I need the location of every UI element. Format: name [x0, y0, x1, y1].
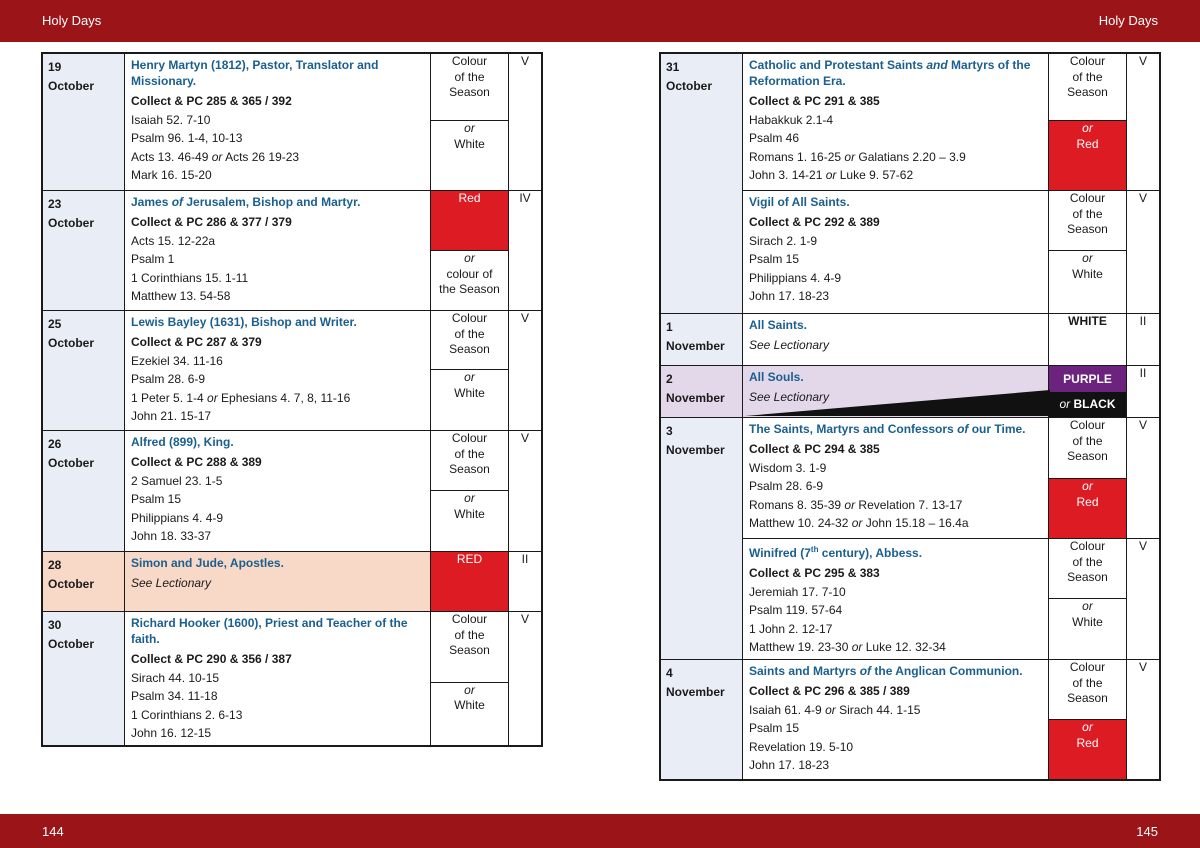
colour-label: Colour	[451, 54, 488, 68]
date-cell	[43, 552, 125, 612]
observance-title: Richard Hooker (1600), Priest and Teacher of the faith.	[131, 616, 408, 646]
collect-line: Collect & PC 295 & 383	[749, 566, 880, 580]
observance-title: Alfred (899), King.	[131, 435, 234, 449]
month-name: November	[666, 391, 725, 405]
colour-of-season-cell	[1049, 539, 1127, 599]
date-cell	[43, 612, 125, 746]
colour-label: Colour	[451, 311, 488, 325]
reading: Romans 1. 16-25 or Galatians 2.20 – 3.9	[749, 149, 966, 164]
colour-label: Season	[449, 643, 490, 657]
purple-label: PURPLE	[1049, 366, 1126, 392]
month-name: October	[48, 456, 95, 470]
or-label: or	[464, 370, 475, 384]
or-label: or	[464, 682, 475, 697]
alt-colour-cell	[431, 370, 509, 431]
collect-line: Collect & PC 290 & 356 / 387	[131, 652, 292, 666]
colour-label: of the	[1072, 433, 1103, 448]
observance-details	[743, 314, 1049, 366]
colour-label: Colour	[1069, 660, 1106, 674]
red-colour-cell: Red	[431, 191, 509, 251]
observance-title: Vigil of All Saints.	[749, 195, 850, 209]
colour-label: Season	[449, 85, 490, 99]
table-row	[43, 311, 542, 370]
month-name: November	[666, 339, 725, 353]
colour-label: Season	[1067, 85, 1108, 99]
date-cell	[661, 54, 743, 314]
observance-details	[743, 191, 1049, 314]
black-label: or BLACK	[1049, 392, 1126, 417]
header-left: Holy Days	[42, 13, 102, 28]
observance-details	[743, 54, 1049, 191]
or-label: or	[464, 251, 475, 265]
or-label: or	[1082, 599, 1093, 613]
day-number: 1	[666, 320, 673, 334]
class-cell: V	[509, 311, 542, 431]
observance-title: Winifred (7th century), Abbess.	[749, 545, 923, 560]
reading: Matthew 19. 23-30 or Luke 12. 32-34	[749, 640, 946, 655]
reading: John 17. 18-23	[749, 289, 830, 304]
collect-line: Collect & PC 296 & 385 / 389	[749, 684, 910, 698]
colour-label: of the	[454, 326, 485, 341]
date-cell	[661, 314, 743, 366]
reading: Psalm 28. 6-9	[131, 372, 206, 387]
alt-red-colour-cell	[1049, 479, 1127, 539]
collect-line: Collect & PC 285 & 365 / 392	[131, 94, 292, 108]
colour-of-season-cell	[1049, 54, 1127, 121]
see-lectionary-note: See Lectionary	[749, 390, 830, 404]
colour-label: White	[1072, 266, 1103, 281]
collect-line: Collect & PC 288 & 389	[131, 455, 262, 469]
observance-title: Catholic and Protestant Saints and Martyrs of the Reformation Era.	[749, 58, 1031, 88]
observance-title: Simon and Jude, Apostles.	[131, 556, 284, 570]
collect-line: Collect & PC 294 & 385	[749, 442, 880, 456]
observance-details	[743, 539, 1049, 660]
colour-label: Red	[1076, 735, 1099, 750]
colour-label: Season	[1067, 449, 1108, 463]
table-row	[43, 191, 542, 251]
table-row	[661, 314, 1160, 366]
day-number: 4	[666, 666, 673, 680]
alt-colour-cell	[431, 121, 509, 191]
black-wedge-decoration	[745, 390, 1050, 416]
reading: Philippians 4. 4-9	[749, 270, 842, 285]
colour-label: of the	[1072, 554, 1103, 569]
table-row	[43, 431, 542, 491]
day-number: 2	[666, 372, 673, 386]
reading: Sirach 2. 1-9	[749, 233, 818, 248]
reading: Mark 16. 15-20	[131, 168, 212, 183]
observance-title: All Souls.	[749, 370, 804, 384]
colour-label: White	[454, 136, 485, 151]
class-cell: V	[509, 431, 542, 552]
table-row	[661, 418, 1160, 479]
day-number: 30	[48, 618, 62, 632]
reading: Revelation 19. 5-10	[749, 739, 854, 754]
date-cell	[43, 431, 125, 552]
collect-line: Collect & PC 287 & 379	[131, 335, 262, 349]
collect-line: Collect & PC 291 & 385	[749, 94, 880, 108]
month-name: October	[48, 577, 95, 591]
colour-label: Colour	[1069, 418, 1106, 432]
colour-label: Red	[1076, 494, 1099, 509]
reading: Acts 15. 12-22a	[131, 233, 216, 248]
or-label: or	[1082, 720, 1093, 734]
colour-label: Season	[449, 462, 490, 476]
colour-of-season-cell	[431, 612, 509, 683]
colour-label: Colour	[451, 612, 488, 626]
red-colour-cell: RED	[431, 552, 509, 612]
colour-label: of the	[1072, 206, 1103, 221]
date-cell	[43, 191, 125, 311]
reading: Matthew 10. 24-32 or John 15.18 – 16.4a	[749, 516, 969, 531]
header-right: Holy Days	[1098, 13, 1158, 28]
colour-label: of the	[454, 69, 485, 84]
date-cell	[43, 311, 125, 431]
month-name: October	[48, 336, 95, 350]
class-cell: II	[1127, 366, 1160, 418]
reading: Sirach 44. 10-15	[131, 670, 220, 685]
reading: Psalm 96. 1-4, 10-13	[131, 131, 243, 146]
month-name: October	[48, 637, 95, 651]
observance-title: Henry Martyn (1812), Pastor, Translator and Missionary.	[131, 58, 379, 88]
reading: John 18. 33-37	[131, 529, 212, 544]
colour-of-season-cell	[431, 54, 509, 121]
or-label: or	[1082, 121, 1093, 135]
reading: Psalm 15	[749, 721, 800, 736]
or-label: or	[464, 491, 475, 505]
day-number: 31	[666, 60, 680, 74]
colour-label: of the	[454, 627, 485, 642]
alt-colour-cell	[1049, 251, 1127, 314]
colour-of-season-cell	[431, 311, 509, 370]
header-band	[0, 0, 1200, 42]
observance-details	[125, 552, 431, 612]
observance-details	[125, 612, 431, 746]
colour-label: colour of	[446, 266, 493, 281]
reading: Isaiah 52. 7-10	[131, 112, 211, 127]
page-number-left: 144	[42, 824, 64, 839]
class-cell: IV	[509, 191, 542, 311]
reading: Psalm 28. 6-9	[749, 479, 824, 494]
class-cell: II	[1127, 314, 1160, 366]
class-cell: V	[1127, 54, 1160, 191]
colour-label: of the	[1072, 69, 1103, 84]
footer-band	[0, 814, 1200, 848]
reading: Ezekiel 34. 11-16	[131, 353, 223, 368]
colour-label: the Season	[439, 282, 500, 296]
reading: Philippians 4. 4-9	[131, 510, 224, 525]
reading: Matthew 13. 54-58	[131, 289, 231, 304]
colour-label: White	[454, 506, 485, 521]
month-name: October	[666, 79, 713, 93]
colour-label: Colour	[1069, 191, 1106, 205]
reading: 1 John 2. 12-17	[749, 621, 833, 636]
colour-label: Colour	[1069, 54, 1106, 68]
alt-colour-cell	[1049, 599, 1127, 660]
reading: Isaiah 61. 4-9 or Sirach 44. 1-15	[749, 702, 921, 717]
table-row	[43, 612, 542, 683]
colour-label: Colour	[451, 431, 488, 445]
reading: Romans 8. 35-39 or Revelation 7. 13-17	[749, 497, 963, 512]
reading: Psalm 119. 57-64	[749, 603, 843, 618]
date-cell	[661, 660, 743, 780]
colour-label: Red	[1076, 136, 1099, 151]
reading: John 17. 18-23	[749, 758, 830, 773]
alt-red-colour-cell	[1049, 720, 1127, 780]
day-number: 26	[48, 437, 62, 451]
date-cell	[661, 366, 743, 418]
reading: 1 Corinthians 2. 6-13	[131, 707, 243, 722]
white-colour-cell: WHITE	[1049, 314, 1127, 366]
reading: Psalm 34. 11-18	[131, 689, 218, 704]
reading: Psalm 1	[131, 252, 175, 267]
or-label: or	[464, 121, 475, 135]
colour-label: of the	[1072, 675, 1103, 690]
reading: 2 Samuel 23. 1-5	[131, 473, 223, 488]
class-cell: V	[1127, 418, 1160, 539]
see-lectionary-note: See Lectionary	[749, 338, 830, 352]
month-name: November	[666, 685, 725, 699]
class-cell: V	[1127, 660, 1160, 780]
purple-black-colour-cell	[1049, 366, 1127, 418]
or-label: or	[1082, 479, 1093, 493]
colour-label: White	[454, 698, 485, 713]
page-number-right: 145	[1136, 824, 1158, 839]
day-number: 25	[48, 317, 62, 331]
month-name: October	[48, 216, 95, 230]
day-number: 3	[666, 424, 673, 438]
colour-label: Season	[1067, 570, 1108, 584]
colour-label: Colour	[1069, 539, 1106, 553]
reading: 1 Peter 5. 1-4 or Ephesians 4. 7, 8, 11-16	[131, 390, 351, 405]
observance-details	[125, 311, 431, 431]
reading: Acts 13. 46-49 or Acts 26 19-23	[131, 149, 300, 164]
right-lectionary-table	[660, 53, 1160, 780]
reading: Habakkuk 2.1-4	[749, 112, 834, 127]
table-row	[43, 54, 542, 121]
date-cell	[661, 418, 743, 660]
class-cell: V	[509, 612, 542, 746]
day-number: 23	[48, 197, 62, 211]
class-cell: II	[509, 552, 542, 612]
colour-label: White	[1072, 614, 1103, 629]
reading: John 16. 12-15	[131, 726, 212, 741]
colour-of-season-cell	[1049, 418, 1127, 479]
class-cell: V	[1127, 191, 1160, 314]
colour-label: of the	[454, 446, 485, 461]
or-label: or	[1082, 251, 1093, 265]
see-lectionary-note: See Lectionary	[131, 576, 212, 590]
colour-of-season-cell	[431, 431, 509, 491]
reading: John 3. 14-21 or Luke 9. 57-62	[749, 168, 914, 183]
alt-colour-cell	[431, 251, 509, 311]
reading: 1 Corinthians 15. 1-11	[131, 270, 249, 285]
table-row	[661, 660, 1160, 720]
table-row	[43, 552, 542, 612]
left-lectionary-table	[42, 53, 542, 746]
observance-details	[125, 54, 431, 191]
observance-details	[125, 191, 431, 311]
reading: Psalm 15	[131, 492, 182, 507]
observance-title: Saints and Martyrs of the Anglican Communion.	[749, 664, 1023, 678]
day-number: 19	[48, 60, 62, 74]
observance-title: All Saints.	[749, 318, 808, 332]
date-cell	[43, 54, 125, 191]
class-cell: V	[509, 54, 542, 191]
alt-colour-cell	[431, 491, 509, 552]
colour-label: Season	[449, 342, 490, 356]
observance-details	[743, 660, 1049, 780]
reading: Jeremiah 17. 7-10	[749, 584, 846, 599]
colour-of-season-cell	[1049, 191, 1127, 251]
reading: Psalm 46	[749, 131, 800, 146]
colour-label: Season	[1067, 691, 1108, 705]
collect-line: Collect & PC 286 & 377 / 379	[131, 215, 292, 229]
month-name: November	[666, 443, 725, 457]
colour-label: White	[454, 385, 485, 400]
observance-details	[125, 431, 431, 552]
alt-colour-cell	[431, 682, 509, 745]
reading: John 21. 15-17	[131, 409, 212, 424]
observance-title: The Saints, Martyrs and Confessors of our Time.	[749, 422, 1026, 436]
observance-details	[743, 418, 1049, 539]
observance-title: James of Jerusalem, Bishop and Martyr.	[131, 195, 361, 209]
colour-of-season-cell	[1049, 660, 1127, 720]
class-cell: V	[1127, 539, 1160, 660]
reading: Psalm 15	[749, 252, 800, 267]
observance-title: Lewis Bayley (1631), Bishop and Writer.	[131, 315, 357, 329]
alt-red-colour-cell	[1049, 121, 1127, 191]
month-name: October	[48, 79, 95, 93]
collect-line: Collect & PC 292 & 389	[749, 215, 880, 229]
reading: Wisdom 3. 1-9	[749, 460, 827, 475]
colour-label: Season	[1067, 222, 1108, 236]
day-number: 28	[48, 558, 62, 572]
table-row	[661, 54, 1160, 121]
